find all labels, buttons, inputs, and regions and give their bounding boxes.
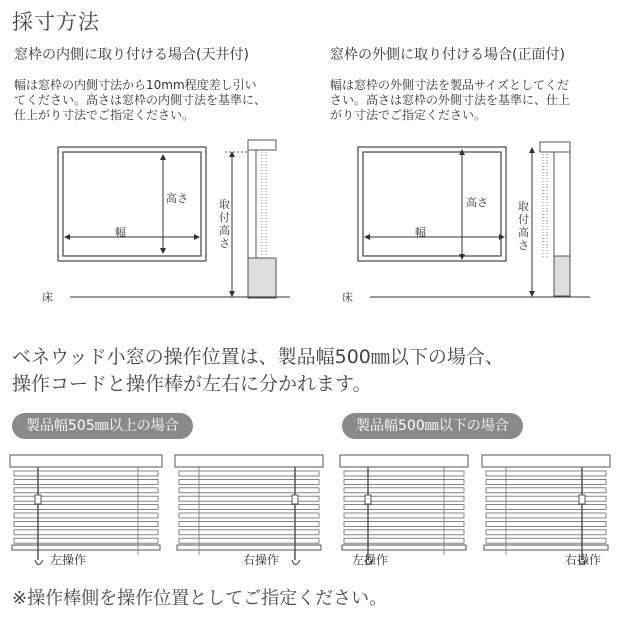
blind-illustration <box>10 455 162 565</box>
blind-1-label: 左操作 <box>50 553 87 567</box>
outside-height-label: 高さ <box>466 196 488 209</box>
blind-4-label: 右操作 <box>565 553 602 567</box>
footer-note: ※操作棒側を操作位置としてご指定ください。 <box>12 588 388 609</box>
group-wide-badge: 製品幅505㎜以上の場合 <box>12 413 193 439</box>
outside-mount-height-label: 取 付 高 さ <box>518 200 529 252</box>
inside-mount-subtitle: 窓枠の内側に取り付ける場合(天井付) <box>14 47 249 63</box>
inside-mount-height-label: 取 付 高 さ <box>219 198 230 250</box>
page-title: 採寸方法 <box>12 10 100 34</box>
outside-mount-subtitle: 窓枠の外側に取り付ける場合(正面付) <box>330 47 565 63</box>
inside-mount-description: 幅は窓枠の内側寸法から10mm程度差し引い てください。高さは窓枠の内側寸法を基準に、 仕上がり寸法でご指定ください。 <box>14 78 267 122</box>
inside-height-label: 高さ <box>166 192 188 205</box>
blind-illustration <box>482 455 610 565</box>
inside-floor-label: 床 <box>42 291 53 304</box>
outside-width-label: 幅 <box>415 226 426 239</box>
operation-heading: ベネウッド小窓の操作位置は、製品幅500㎜以下の場合、 操作コードと操作棒が左右に分かれます。 <box>12 346 504 395</box>
blind-illustration <box>340 455 468 565</box>
outside-side-profile <box>540 142 570 296</box>
group-narrow-badge: 製品幅500㎜以下の場合 <box>342 413 523 439</box>
inside-width-label: 幅 <box>115 226 126 239</box>
outside-mount-description: 幅は窓枠の外側寸法を製品サイズとしてくだ さい。高さは窓枠の外側寸法を基準に、仕上 がり寸法でご指定ください。 <box>330 78 571 122</box>
inside-side-profile <box>248 140 276 298</box>
blind-2-label: 右操作 <box>243 553 280 567</box>
outside-floor-label: 床 <box>342 291 353 304</box>
blind-illustration <box>175 455 323 565</box>
blind-3-label: 左操作 <box>352 553 389 567</box>
